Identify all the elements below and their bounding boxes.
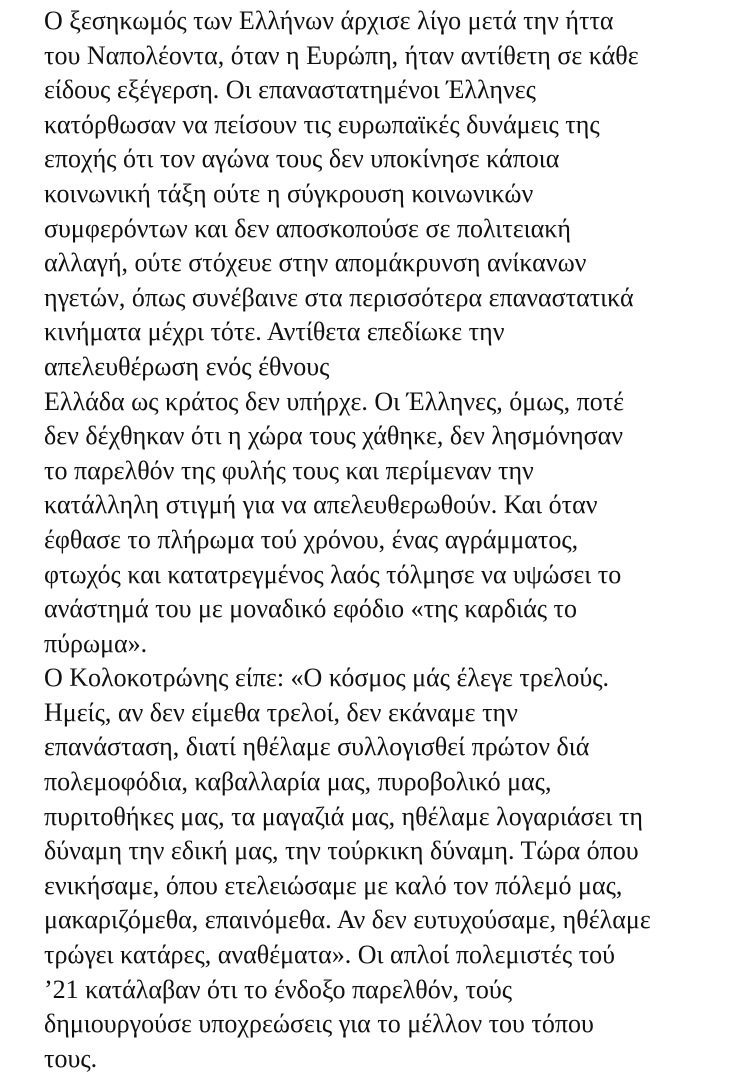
text-line: Ημείς, αν δεν είμεθα τρελοί, δεν εκάναμε την xyxy=(44,697,518,727)
text-line: δημιουργούσε υποχρεώσεις για το μέλλον του τόπου xyxy=(44,1009,594,1039)
text-line: μακαριζόμεθα, επαινόμεθα. Αν δεν ευτυχούσαμε, ηθέλαμε xyxy=(44,905,651,935)
text-line: ηγετών, όπως συνέβαινε στα περισσότερα επαναστατικά xyxy=(44,282,634,312)
text-line: απελευθέρωση ενός έθνους xyxy=(44,351,330,381)
text-line: το παρελθόν της φυλής τους και περίμεναν την xyxy=(44,455,534,485)
text-line: τους. xyxy=(44,1043,98,1073)
text-line: δεν δέχθηκαν ότι η χώρα τους χάθηκε, δεν λησμόνησαν xyxy=(44,421,624,451)
text-line: κοινωνική τάξη ούτε η σύγκρουση κοινωνικών xyxy=(44,178,534,208)
text-line: κινήματα μέχρι τότε. Αντίθετα επεδίωκε την xyxy=(44,317,505,347)
text-line: επανάσταση, διατί ηθέλαμε συλλογισθεί πρώτον διά xyxy=(44,732,590,762)
text-line: έφθασε το πλήρωμα τού χρόνου, ένας αγράμματος, xyxy=(44,524,579,554)
paragraph-kolokotronis-quote xyxy=(44,661,744,1076)
text-line: φτωχός και κατατρεγμένος λαός τόλμησε να υψώσει το xyxy=(44,559,622,589)
text-line: Ο ξεσηκωμός των Ελλήνων άρχισε λίγο μετά την ήττα xyxy=(44,6,614,35)
text-line: πυριτοθήκες μας, τα μαγαζιά μας, ηθέλαμε λογαριάσει τη xyxy=(44,801,643,831)
text-line: του Ναπολέοντα, όταν η Ευρώπη, ήταν αντίθετη σε κάθε xyxy=(44,40,639,70)
document-body xyxy=(44,4,744,1076)
text-line: Ο Κολοκοτρώνης είπε: «Ο κόσμος μάς έλεγε τρελούς. xyxy=(44,663,609,693)
text-line: πύρωμα». xyxy=(44,628,148,658)
text-line: ενικήσαμε, όπου ετελειώσαμε με καλό τον πόλεμό μας, xyxy=(44,870,623,900)
text-line: ανάστημά του με μοναδικό εφόδιο «της καρδιάς το xyxy=(44,594,577,624)
paragraph-revolution-context xyxy=(44,4,744,385)
text-line: Ελλάδα ως κράτος δεν υπήρχε. Οι Έλληνες, όμως, ποτέ xyxy=(44,386,625,416)
text-line: εποχής ότι τον αγώνα τους δεν υποκίνησε κάποια xyxy=(44,144,560,174)
text-line: είδους εξέγερση. Οι επαναστατημένοι Έλληνες xyxy=(44,75,536,105)
text-line: συμφερόντων και δεν αποσκοπούσε σε πολιτειακή xyxy=(44,213,571,243)
text-line: κατόρθωσαν να πείσουν τις ευρωπαϊκές δυνάμεις της xyxy=(44,109,600,139)
text-line: κατάλληλη στιγμή για να απελευθερωθούν. Και όταν xyxy=(44,490,598,520)
text-line: ’21 κατάλαβαν ότι το ένδοξο παρελθόν, τούς xyxy=(44,974,513,1004)
text-line: αλλαγή, ούτε στόχευε στην απομάκρυνση ανίκανων xyxy=(44,248,587,278)
text-line: πολεμοφόδια, καβαλλαρία μας, πυροβολικό μας, xyxy=(44,767,552,797)
text-line: τρώγει κατάρες, αναθέματα». Οι απλοί πολεμιστές τού xyxy=(44,940,615,970)
paragraph-greece-liberation xyxy=(44,385,744,662)
text-line: δύναμη την εδική μας, την τούρκικη δύναμη. Τώρα όπου xyxy=(44,836,639,866)
